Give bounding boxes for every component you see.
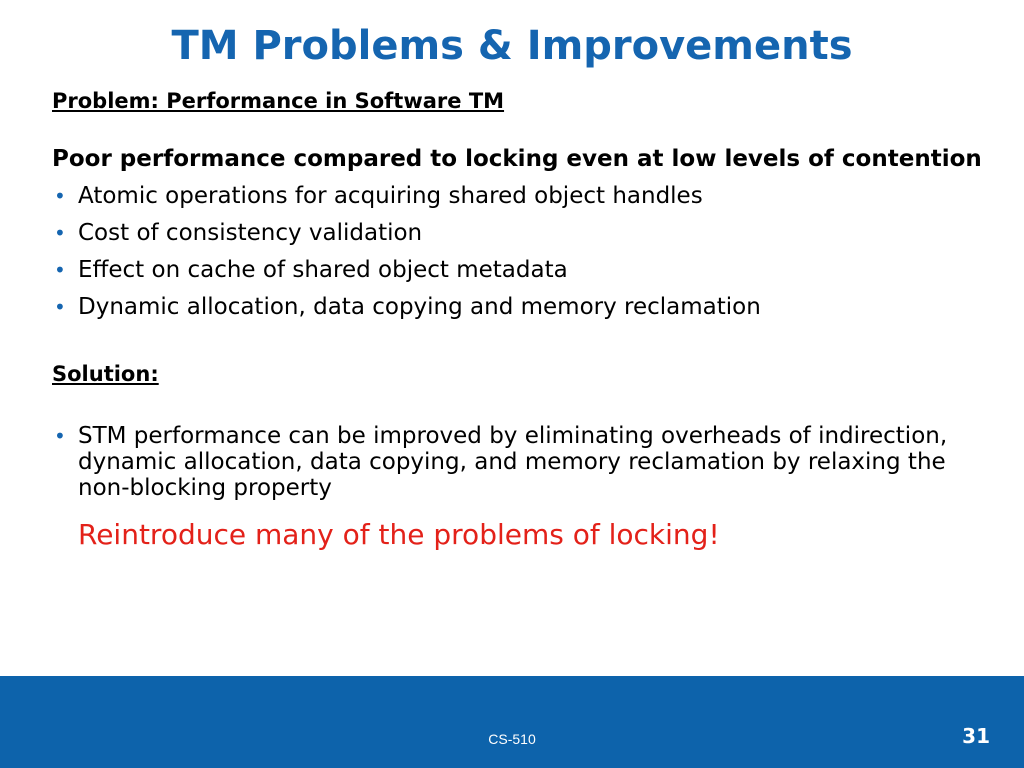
bullet-icon: •	[54, 424, 66, 448]
solution-heading: Solution:	[52, 362, 159, 386]
spacer	[52, 389, 982, 423]
spacer	[52, 116, 982, 146]
bullet-text: Effect on cache of shared object metadata	[78, 257, 568, 283]
bullet-text: Atomic operations for acquiring shared object handles	[78, 183, 703, 209]
bullet-icon: •	[54, 184, 66, 208]
lead-statement: Poor performance compared to locking even at low levels of contention	[52, 146, 982, 172]
bullet-icon: •	[54, 258, 66, 282]
solution-bullet-list	[52, 423, 982, 501]
slide-title: TM Problems & Improvements	[171, 23, 853, 69]
alert-text: Reintroduce many of the problems of locking!	[78, 518, 720, 551]
bullet-icon: •	[54, 295, 66, 319]
slide-body	[52, 86, 982, 552]
list-item	[52, 220, 982, 246]
problem-heading: Problem: Performance in Software TM	[52, 89, 505, 113]
list-item	[52, 294, 982, 320]
problem-bullet-list	[52, 183, 982, 320]
page-number: 31	[962, 724, 990, 748]
footer-bar	[0, 676, 1024, 768]
bullet-icon: •	[54, 221, 66, 245]
bullet-text: Cost of consistency validation	[78, 220, 423, 246]
list-item	[52, 183, 982, 209]
course-label: CS-510	[488, 731, 536, 747]
spacer	[52, 172, 982, 183]
spacer	[52, 331, 982, 359]
list-item	[52, 423, 982, 501]
bullet-text: Dynamic allocation, data copying and memory reclamation	[78, 294, 761, 320]
list-item	[52, 257, 982, 283]
bullet-text: STM performance can be improved by eliminating overheads of indirection, dynamic allocation, data copying, and memory reclamation by relaxing the non-blocking property	[78, 423, 948, 501]
